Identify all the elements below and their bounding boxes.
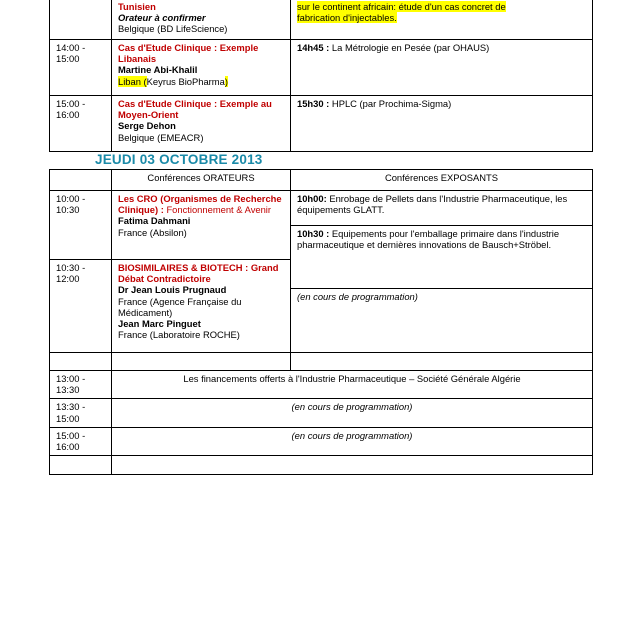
session-cell: (en cours de programmation) <box>112 427 593 455</box>
exposant-text: HPLC (par Prochima-Sigma) <box>331 98 452 109</box>
speaker-name: Serge Dehon <box>118 120 176 132</box>
table-row-empty <box>50 456 593 475</box>
speaker-name: Fatima Dahmani <box>118 215 191 227</box>
session-cell: (en cours de programmation) <box>112 399 593 427</box>
exposant-cell <box>291 353 593 371</box>
exposant-time: 15h30 : <box>297 98 330 109</box>
speaker-affiliation: Liban (Keyrus BioPharma) <box>118 75 228 87</box>
exposant-text: Equipements pour l'emballage primaire dans l'industrie pharmaceutique et dernières innovations de Bausch+Ströbel. <box>297 228 560 251</box>
talk-title: Cas d'Etude Clinique : Exemple Libanais <box>118 42 259 65</box>
header-orateurs: Conférences ORATEURS <box>112 170 291 191</box>
orateur-cell <box>112 260 291 353</box>
talk-title: BIOSIMILAIRES & BIOTECH : Grand Débat Contradictoire <box>118 262 279 285</box>
table-row-empty <box>50 353 593 371</box>
time-cell: 10:00 - 10:30 <box>50 191 112 260</box>
speaker-name: Jean Marc Pinguet <box>118 318 201 330</box>
talk-title: Cas d'Etude Clinique : Exemple au Moyen-Orient <box>118 98 272 121</box>
exposant-text: La Métrologie en Pesée (par OHAUS) <box>331 42 490 53</box>
table-row <box>50 191 593 260</box>
table-header-row <box>50 170 593 191</box>
orateur-cell <box>112 96 291 152</box>
time-cell <box>50 353 112 371</box>
header-exposants: Conférences EXPOSANTS <box>291 170 593 191</box>
exposant-session <box>291 288 592 352</box>
table-row <box>50 371 593 399</box>
exposant-cell <box>291 191 593 353</box>
talk-title: Tunisien <box>118 1 156 12</box>
exposant-session <box>291 225 592 288</box>
time-cell: 13:30 - 15:00 <box>50 399 112 427</box>
exposant-text: fabrication d'injectables. <box>297 12 397 24</box>
speaker-affiliation: France (Agence Française du Médicament) <box>118 295 242 318</box>
talk-title: Les CRO (Organismes de Recherche Clinique) : Fonctionnement & Avenir <box>118 193 282 216</box>
exposant-time: 10h30 : <box>297 228 330 239</box>
time-cell: 13:00 - 13:30 <box>50 371 112 399</box>
table-row <box>50 40 593 96</box>
table-row <box>50 96 593 152</box>
exposant-text: sur le continent africain: étude d'un cas concret de <box>297 1 506 12</box>
speaker-name: Dr Jean Louis Prugnaud <box>118 284 227 296</box>
speaker-affiliation: France (Laboratoire ROCHE) <box>118 329 240 341</box>
exposant-cell <box>291 40 593 96</box>
day-heading: JEUDI 03 OCTOBRE 2013 <box>95 152 263 167</box>
schedule-table-continued <box>49 0 593 152</box>
table-row <box>50 0 593 40</box>
exposant-text: (en cours de programmation) <box>297 291 418 302</box>
session-cell: Les financements offerts à l'Industrie Pharmaceutique – Société Générale Algérie <box>112 371 593 399</box>
exposant-text: Enrobage de Pellets dans l'Industrie Pharmaceutique, les équipements GLATT. <box>297 193 568 216</box>
orateur-cell <box>112 353 291 371</box>
orateur-cell <box>112 40 291 96</box>
speaker-name: Orateur à confirmer <box>118 12 206 24</box>
time-cell <box>50 0 112 40</box>
time-cell: 14:00 - 15:00 <box>50 40 112 96</box>
orateur-cell <box>112 191 291 260</box>
time-cell: 15:00 - 16:00 <box>50 427 112 455</box>
exposant-cell <box>291 96 593 152</box>
time-cell: 10:30 - 12:00 <box>50 260 112 353</box>
session-cell <box>112 456 593 475</box>
speaker-affiliation: Belgique (EMEACR) <box>118 131 204 143</box>
exposant-cell <box>291 0 593 40</box>
exposant-time: 14h45 : <box>297 42 330 53</box>
exposant-time: 10h00: <box>297 193 327 204</box>
exposant-session <box>291 191 592 225</box>
speaker-name: Martine Abi-Khalil <box>118 64 198 76</box>
table-row <box>50 399 593 427</box>
time-cell: 15:00 - 16:00 <box>50 96 112 152</box>
speaker-affiliation: France (Absilon) <box>118 226 187 238</box>
header-empty-cell <box>50 170 112 191</box>
table-row <box>50 427 593 455</box>
orateur-cell <box>112 0 291 40</box>
speaker-affiliation: Belgique (BD LifeScience) <box>118 23 228 35</box>
schedule-table <box>49 169 593 475</box>
time-cell <box>50 456 112 475</box>
